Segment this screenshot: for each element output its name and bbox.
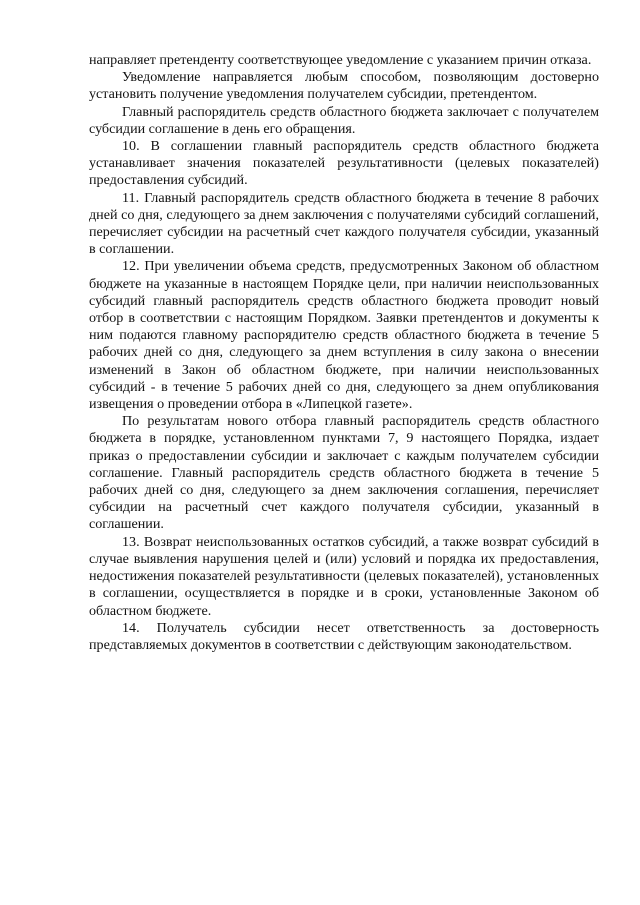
paragraph-item-11: 11. Главный распорядитель средств областного бюджета в течение 8 рабочих дней со дня, следующего за днем заключения с получателями субсидий соглашений, перечисляет субсидии на расчетный счет каждого получателя субсидии, указанный в соглашении. bbox=[89, 189, 599, 258]
paragraph-item-12: 12. При увеличении объема средств, предусмотренных Законом об областном бюджете на указанные в настоящем Порядке цели, при наличии неиспользованных субсидий главный распорядитель средств областного бюджета проводит новый отбор в соответствии с настоящим Порядком. Заявки претендентов и документы к ним подаются главному распорядителю средств областного бюджета в течение 5 рабочих дней со дня, следующего за днем вступления в силу закона о внесении изменений в Закон об областном бюджете, при наличии неиспользованных субсидий - в течение 5 рабочих дней со дня, следующего за днем опубликования извещения о проведении отбора в «Липецкой газете». bbox=[89, 258, 599, 413]
paragraph-new-selection-results: По результатам нового отбора главный распорядитель средств областного бюджета в порядке, установленном пунктами 7, 9 настоящего Порядка, издает приказ о предоставлении субсидии и заключает с каждым получателем субсидии соглашение. Главный распорядитель средств областного бюджета в течение 5 рабочих дней со дня, следующего за днем заключения соглашения, перечисляет субсидии на расчетный счет каждого получателя субсидии, указанный в соглашении. bbox=[89, 413, 599, 533]
paragraph-item-13: 13. Возврат неиспользованных остатков субсидий, а также возврат субсидий в случае выявления нарушения целей и (или) условий и порядка их предоставления, недостижения показателей результативности (целевых показателей), установленных в соглашении, осуществляется в порядке и в сроки, установленные Законом об областном бюджете. bbox=[89, 533, 599, 619]
paragraph-item-10: 10. В соглашении главный распорядитель средств областного бюджета устанавливает значения показателей результативности (целевых показателей) предоставления субсидий. bbox=[89, 138, 599, 189]
document-page bbox=[89, 52, 599, 654]
paragraph-agreement-conclusion: Главный распорядитель средств областного бюджета заключает с получателем субсидии соглашение в день его обращения. bbox=[89, 103, 599, 137]
paragraph-continuation: направляет претенденту соответствующее уведомление с указанием причин отказа. bbox=[89, 52, 592, 68]
paragraph-notification-method: Уведомление направляется любым способом, позволяющим достоверно установить получение уведомления получателем субсидии, претендентом. bbox=[89, 69, 599, 103]
paragraph-item-14: 14. Получатель субсидии несет ответственность за достоверность представляемых документов в соответствии с действующим законодательством. bbox=[89, 619, 599, 653]
